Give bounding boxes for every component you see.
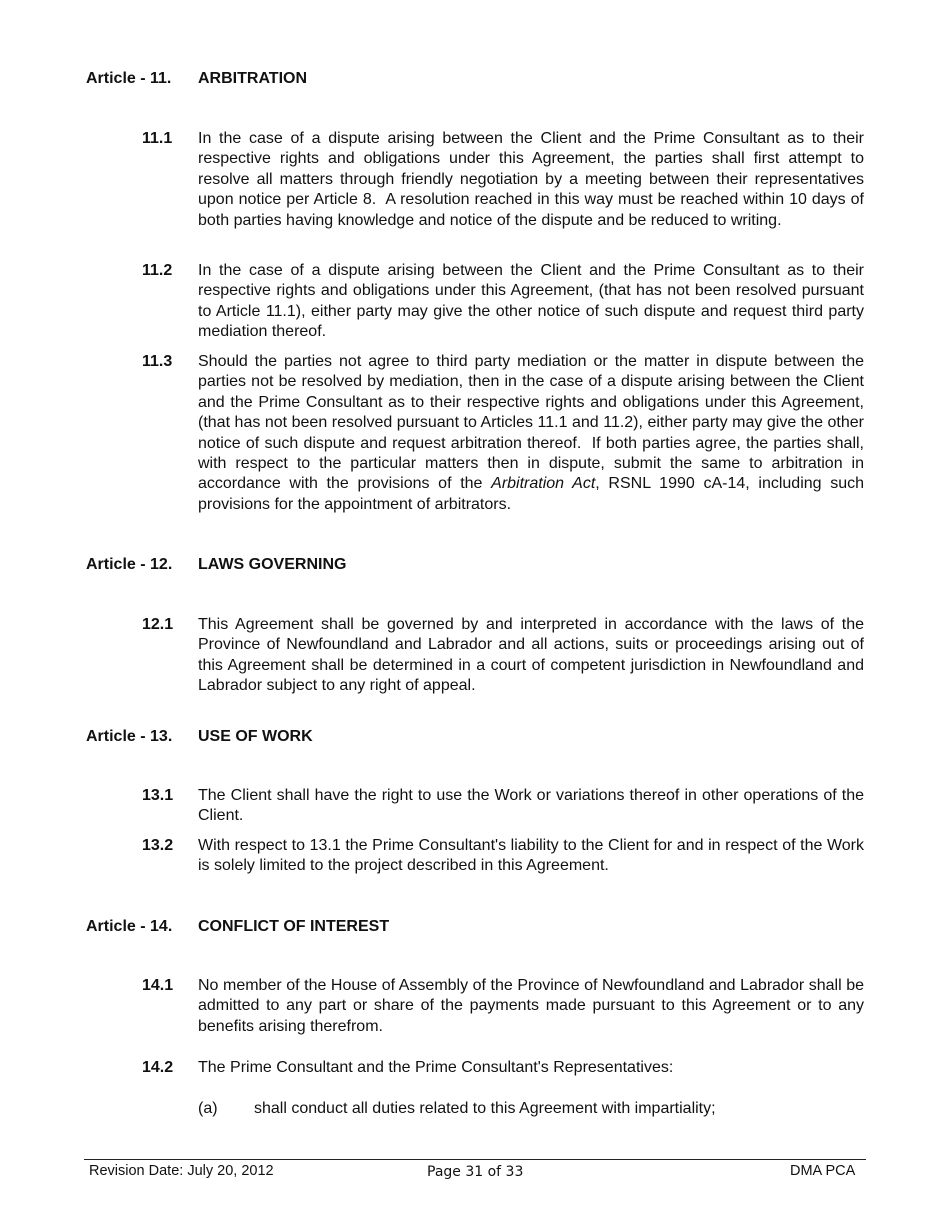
clause-13-1-text: The Client shall have the right to use the Work or variations thereof in other operations of the Client.	[198, 787, 864, 825]
clause-14-2-text: The Prime Consultant and the Prime Consultant's Representatives:	[198, 1059, 674, 1076]
article-13-label: Article - 13.	[86, 728, 173, 745]
subitem-a-text: shall conduct all duties related to this Agreement with impartiality;	[254, 1100, 716, 1117]
arbitration-act-title: Arbitration Act	[491, 475, 596, 493]
clause-11-3-text-after: , RSNL 1990 cA-14, including such provisions for the appointment of arbitrators.	[198, 475, 865, 513]
clause-11-3-text-before: Should the parties not agree to third party mediation or the matter in dispute between the parties not be resolved by mediation, then in the case of a dispute arising between the Client and the Prime Consultant as to their respective rights and obligations under this Agreement, (that has not been resolved pursuant to Articles 11.1 and 11.2), either party may give the other notice of such dispute and request arbitration thereof. If both parties agree, the parties shall, with respect to the particular matters then in dispute, submit the same to arbitration in accordance with the provisions of the	[198, 353, 864, 493]
clause-14-1-number: 14.1	[142, 977, 174, 994]
footer-revision-date: Revision Date: July 20, 2012	[89, 1163, 274, 1179]
article-12-label: Article - 12.	[86, 556, 173, 573]
article-13-title: USE OF WORK	[198, 728, 313, 745]
clause-12-1-number: 12.1	[142, 616, 174, 633]
article-12-title: LAWS GOVERNING	[198, 556, 347, 573]
clause-13-1-number: 13.1	[142, 787, 174, 804]
clause-11-1-number: 11.1	[142, 130, 173, 147]
clause-11-3-number: 11.3	[142, 353, 173, 370]
clause-11-3-text	[198, 352, 864, 515]
clause-12-1-text: This Agreement shall be governed by and interpreted in accordance with the laws of the Province of Newfoundland and Labrador and all actions, suits or proceedings arising out of this Agreement shall be determined in a court of competent jurisdiction in Newfoundland and Labrador subject to any right of appeal.	[198, 616, 864, 695]
footer-doc-code: DMA PCA	[790, 1163, 856, 1179]
article-14-label: Article - 14.	[86, 918, 173, 935]
clause-13-2-number: 13.2	[142, 837, 174, 854]
footer-divider	[84, 1159, 866, 1160]
subitem-a-label: (a)	[198, 1100, 218, 1117]
footer-page-number: Page 31 of 33	[427, 1164, 524, 1180]
clause-13-2-text: With respect to 13.1 the Prime Consultant's liability to the Client for and in respect of the Work is solely limited to the project described in this Agreement.	[198, 837, 864, 875]
article-11-label: Article - 11.	[86, 70, 172, 87]
clause-11-1-text: In the case of a dispute arising between the Client and the Prime Consultant as to their respective rights and obligations under this Agreement, the parties shall first attempt to resolve all matters through friendly negotiation by a meeting between their representatives upon notice per Article 8. A resolution reached in this way must be reached within 10 days of both parties having knowledge and notice of the dispute and be reduced to writing.	[198, 130, 864, 229]
clause-14-1-text: No member of the House of Assembly of the Province of Newfoundland and Labrador shall be admitted to any part or share of the payments made pursuant to this Agreement or to any benefits arising therefrom.	[198, 977, 864, 1035]
clause-11-2-number: 11.2	[142, 262, 173, 279]
article-11-title: ARBITRATION	[198, 70, 308, 87]
article-14-title: CONFLICT OF INTEREST	[198, 918, 390, 935]
clause-14-2-number: 14.2	[142, 1059, 174, 1076]
clause-11-2-text: In the case of a dispute arising between the Client and the Prime Consultant as to their respective rights and obligations under this Agreement, (that has not been resolved pursuant to Article 11.1), either party may give the other notice of such dispute and request third party mediation thereof.	[198, 262, 864, 341]
